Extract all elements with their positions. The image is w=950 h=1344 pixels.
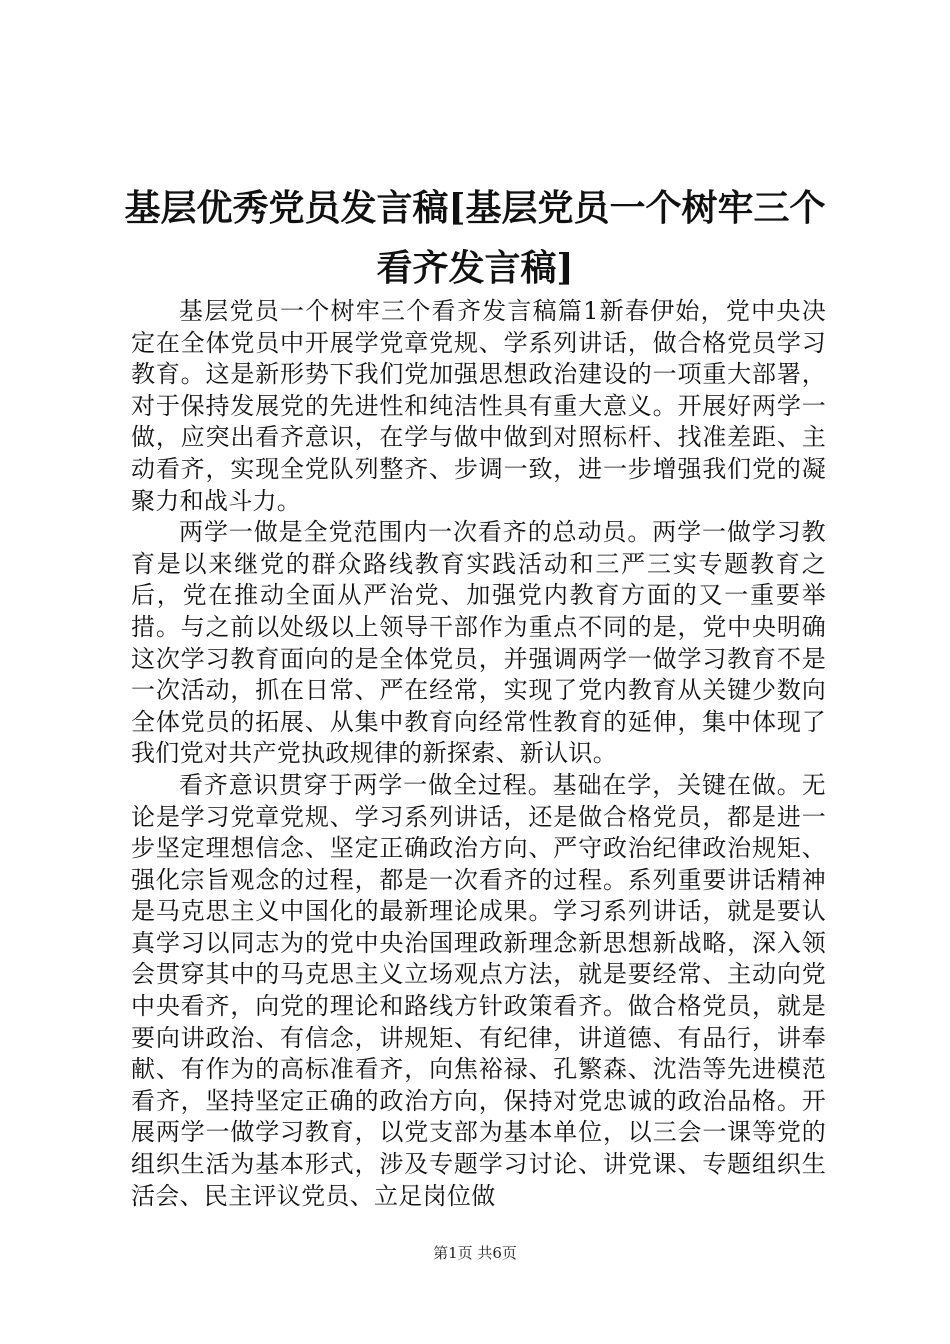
title-line-1: 基层优秀党员发言稿[基层党员一个树牢三个 [124, 187, 826, 229]
document-body [131, 296, 826, 1212]
paragraph-3: 看齐意识贯穿于两学一做全过程。基础在学，关键在做。无论是学习党章党规、学习系列讲话，还是做合格党员，都是进一步坚定理想信念、坚定正确政治方向、严守政治纪律政治规矩、强化宗旨观念的过程，都是一次看齐的过程。系列重要讲话精神是马克思主义中国化的最新理论成果。学习系列讲话，就是要认真学习以同志为的党中央治国理政新理念新思想新战略，深入领会贯穿其中的马克思主义立场观点方法，就是要经常、主动向党中央看齐，向党的理论和路线方针政策看齐。做合格党员，就是要向讲政治、有信念，讲规矩、有纪律，讲道德、有品行，讲奉献、有作为的高标准看齐，向焦裕禄、孔繁森、沈浩等先进模范看齐，坚持坚定正确的政治方向，保持对党忠诚的政治品格。开展两学一做学习教育，以党支部为基本单位，以三会一课等党的组织生活为基本形式，涉及专题学习讨论、讲党课、专题组织生活会、民主评议党员、立足岗位做 [131, 770, 826, 1210]
page-footer: 第1页 共6页 [433, 1244, 517, 1262]
paragraph-1: 基层党员一个树牢三个看齐发言稿篇1新春伊始，党中央决定在全体党员中开展学党章党规、学系列讲话，做合格党员学习教育。这是新形势下我们党加强思想政治建设的一项重大部署，对于保持发展党的先进性和纯洁性具有重大意义。开展好两学一做，应突出看齐意识，在学与做中做到对照标杆、找准差距、主动看齐，实现全党队列整齐、步调一致，进一步增强我们党的凝聚力和战斗力。 [131, 297, 826, 515]
document-title [120, 178, 830, 298]
paragraph-2: 两学一做是全党范围内一次看齐的总动员。两学一做学习教育是以来继党的群众路线教育实践活动和三严三实专题教育之后，党在推动全面从严治党、加强党内教育方面的又一重要举措。与之前以处级以上领导干部作为重点不同的是，党中央明确这次学习教育面向的是全体党员，并强调两学一做学习教育不是一次活动，抓在日常、严在经常，实现了党内教育从关键少数向全体党员的拓展、从集中教育向经常性教育的延伸，集中体现了我们党对共产党执政规律的新探索、新认识。 [131, 518, 826, 768]
title-line-2: 看齐发言稿] [376, 247, 574, 289]
